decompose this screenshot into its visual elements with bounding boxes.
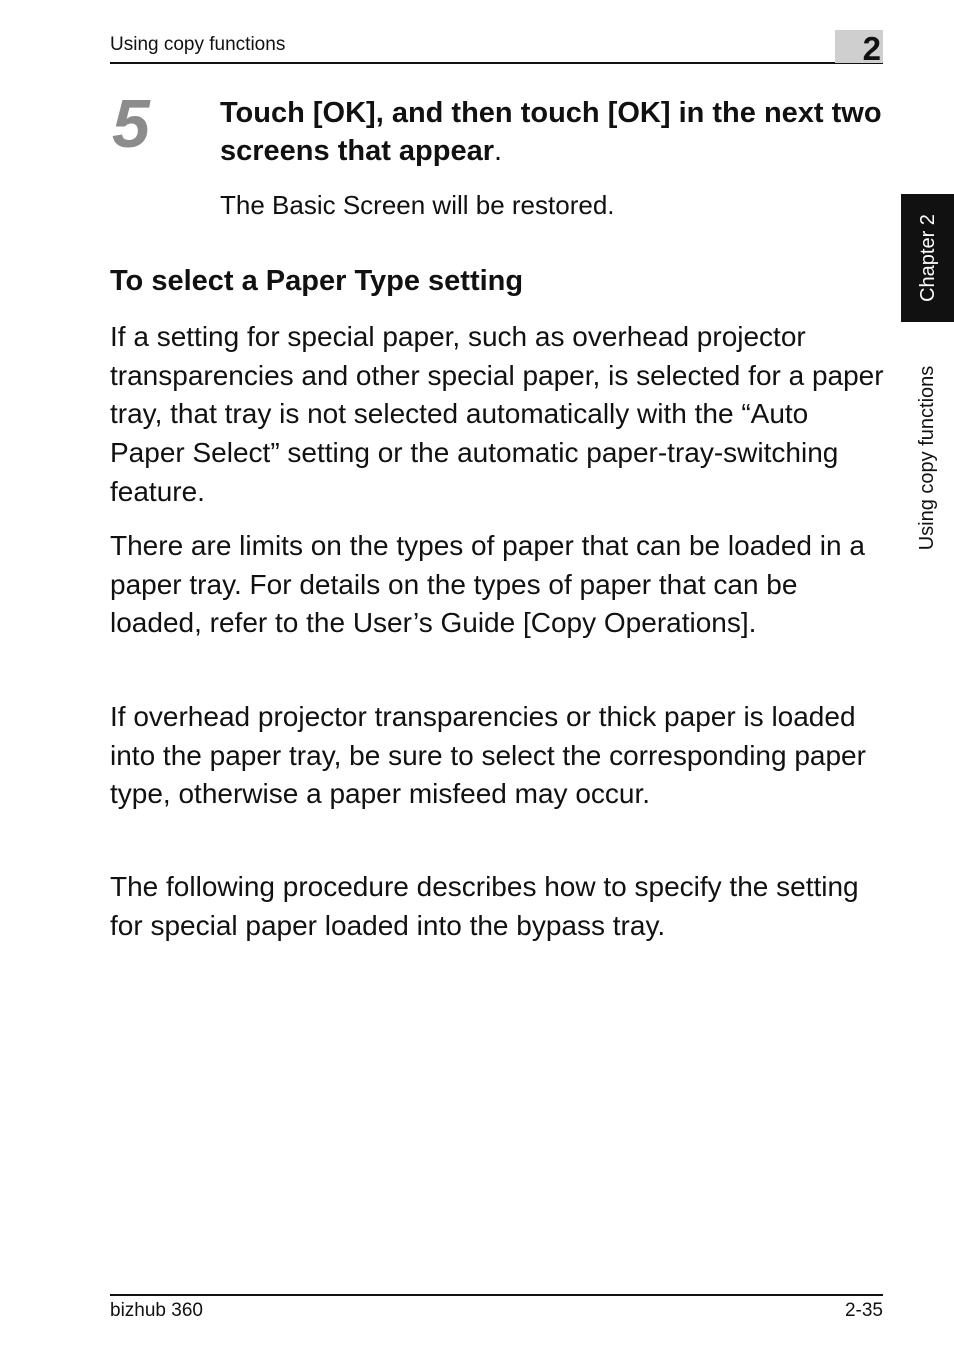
step-result: The Basic Screen will be restored. <box>220 190 615 220</box>
footer-rule <box>110 1294 883 1296</box>
paragraph-1: If a setting for special paper, such as overhead projector transparencies and other special paper, is selected for a paper tray, that tray is not selected automatically with the “Auto Paper Select” setting or the automatic paper-tray-switching feature. <box>110 321 884 507</box>
footer-product: bizhub 360 <box>110 1300 203 1321</box>
header-rule <box>110 62 883 64</box>
paragraph-3: If overhead projector transparencies or thick paper is loaded into the paper tray, be sure to select the corresponding paper type, otherwise a paper misfeed may occur. <box>110 701 866 810</box>
chapter-side-tab-label: Chapter 2 <box>916 214 939 302</box>
step-heading-text: Touch [OK], and then touch [OK] in the next two screens that appear <box>220 97 882 167</box>
running-header-title: Using copy functions <box>110 34 286 55</box>
section-heading: To select a Paper Type setting <box>110 265 524 297</box>
chapter-number-box <box>835 30 883 67</box>
step-heading <box>220 94 890 170</box>
step-heading-period: . <box>494 135 503 167</box>
step-number: 5 <box>112 86 150 162</box>
paragraph-4: The following procedure describes how to specify the setting for special paper loaded into the bypass tray. <box>110 871 859 941</box>
chapter-number: 2 <box>862 30 881 67</box>
paragraph-2: There are limits on the types of paper that can be loaded in a paper tray. For details on the types of paper that can be loaded, refer to the User’s Guide [Copy Operations]. <box>110 530 865 639</box>
side-section-label: Using copy functions <box>916 365 938 551</box>
chapter-side-tab <box>901 194 954 322</box>
footer-page-number: 2-35 <box>844 1300 883 1321</box>
